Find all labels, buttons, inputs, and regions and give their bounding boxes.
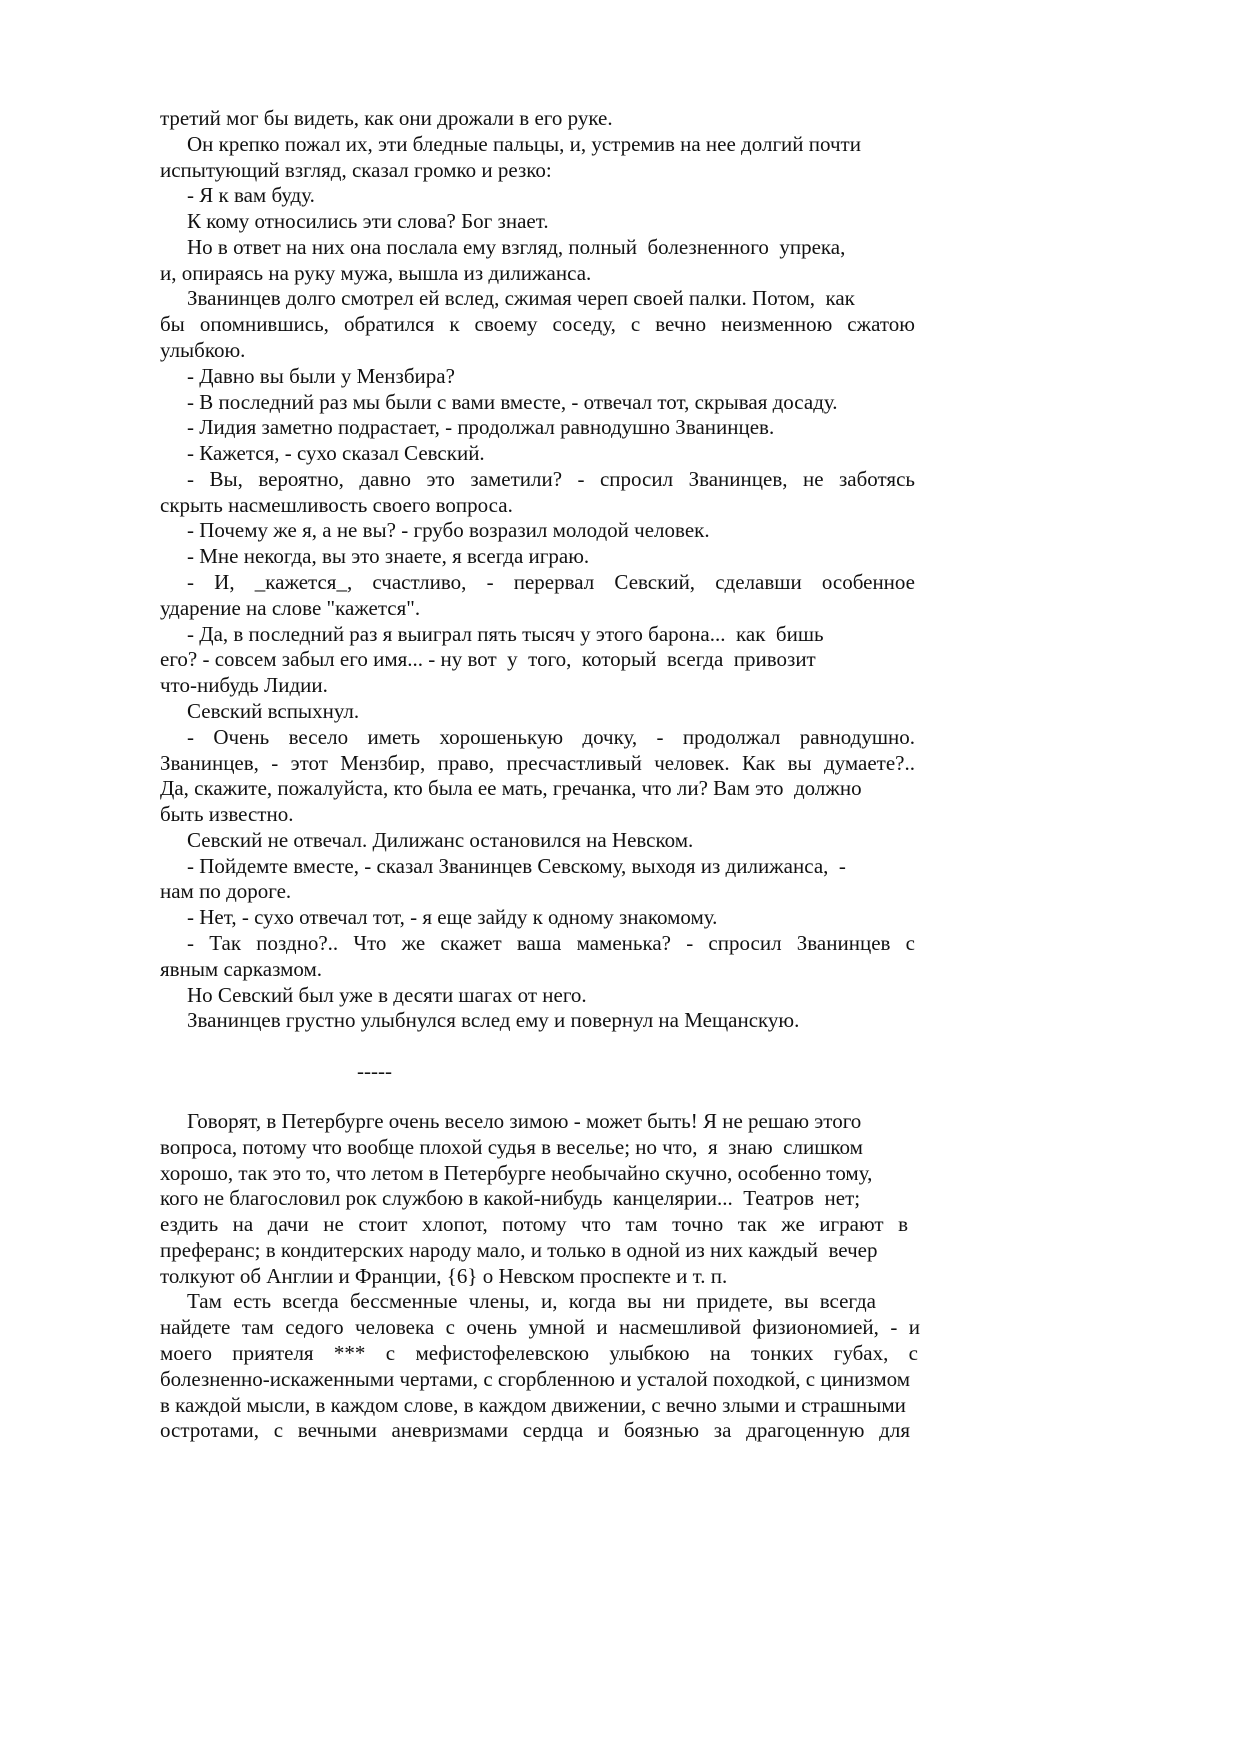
section-separator: -----	[357, 1059, 392, 1083]
text-line: найдете там седого человека с очень умной и насмешливой физиономией, - и	[160, 1315, 920, 1340]
text-line: моего приятеля *** с мефистофелевскою улыбкою на тонких губах, с	[160, 1341, 918, 1366]
text-line: - Кажется, - сухо сказал Севский.	[187, 441, 485, 466]
text-line: Да, скажите, пожалуйста, кто была ее мать, гречанка, что ли? Вам это должно	[160, 776, 862, 801]
text-line: - И, _кажется_, счастливо, - перервал Севский, сделавши особенное	[187, 570, 915, 595]
text-line: Он крепко пожал их, эти бледные пальцы, и, устремив на нее долгий почти	[187, 131, 861, 156]
text-line: улыбкою.	[160, 338, 246, 363]
text-line: его? - совсем забыл его имя... - ну вот у того, который всегда привозит	[160, 647, 816, 672]
text-line: вопроса, потому что вообще плохой судья в веселье; но что, я знаю слишком	[160, 1134, 863, 1159]
text-line: бы опомнившись, обратился к своему соседу, с вечно неизменною сжатою	[160, 312, 915, 337]
text-line: в каждой мысли, в каждом слове, в каждом движении, с вечно злыми и страшными	[160, 1392, 906, 1417]
text-line: кого не благословил рок службою в какой-нибудь канцелярии... Театров нет;	[160, 1186, 861, 1211]
text-line: хорошо, так это то, что летом в Петербурге необычайно скучно, особенно тому,	[160, 1160, 873, 1185]
text-line: Но в ответ на них она послала ему взгляд, полный болезненного упрека,	[187, 234, 846, 259]
text-line: К кому относились эти слова? Бог знает.	[187, 209, 549, 234]
text-line: - Да, в последний раз я выиграл пять тысяч у этого барона... как бишь	[187, 621, 824, 646]
text-line: - Пойдемте вместе, - сказал Званинцев Севскому, выходя из дилижанса, -	[187, 853, 846, 878]
text-line: третий мог бы видеть, как они дрожали в его руке.	[160, 106, 613, 130]
text-line: толкуют об Англии и Франции, {6} о Невском проспекте и т. п.	[160, 1263, 728, 1288]
text-line: преферанс; в кондитерских народу мало, и только в одной из них каждый вечер	[160, 1237, 878, 1262]
text-line: явным сарказмом.	[160, 956, 322, 981]
text-line: - Вы, вероятно, давно это заметили? - спросил Званинцев, не заботясь	[187, 466, 915, 491]
text-line: и, опираясь на руку мужа, вышла из дилижанса.	[160, 260, 592, 285]
text-line: Но Севский был уже в десяти шагах от него.	[187, 982, 587, 1007]
text-line: нам по дороге.	[160, 879, 292, 904]
text-line: скрыть насмешливость своего вопроса.	[160, 492, 513, 517]
text-line: Говорят, в Петербурге очень весело зимою - может быть! Я не решаю этого	[187, 1109, 862, 1133]
text-line: испытующий взгляд, сказал громко и резко:	[160, 157, 552, 182]
text-line: Севский вспыхнул.	[187, 698, 360, 723]
text-line: остротами, с вечными аневризмами сердца и боязнью за драгоценную для	[160, 1418, 910, 1443]
text-line: ударение на слове "кажется".	[160, 595, 421, 620]
text-line: Званинцев грустно улыбнулся вслед ему и повернул на Мещанскую.	[187, 1008, 800, 1033]
text-line: болезненно-искаженными чертами, с сгорбленною и усталой походкой, с цинизмом	[160, 1366, 911, 1391]
text-line: - В последний раз мы были с вами вместе, - отвечал тот, скрывая досаду.	[187, 389, 838, 414]
text-line: ездить на дачи не стоит хлопот, потому что там точно так же играют в	[160, 1212, 908, 1237]
text-line: - Давно вы были у Мензбира?	[187, 363, 455, 388]
text-line: что-нибудь Лидии.	[160, 673, 328, 698]
text-line: Севский не отвечал. Дилижанс остановился на Невском.	[187, 827, 694, 852]
text-line: Званинцев, - этот Мензбир, право, пресчастливый человек. Как вы думаете?..	[160, 750, 915, 775]
text-line: - Почему же я, а не вы? - грубо возразил молодой человек.	[187, 518, 710, 543]
text-line: Там есть всегда бессменные члены, и, когда вы ни придете, вы всегда	[187, 1289, 876, 1314]
text-line: - Нет, - сухо отвечал тот, - я еще зайду к одному знакомому.	[187, 905, 718, 930]
text-line: - Я к вам буду.	[187, 183, 315, 208]
text-line: - Мне некогда, вы это знаете, я всегда играю.	[187, 544, 590, 569]
text-line: - Очень весело иметь хорошенькую дочку, - продолжал равнодушно.	[187, 724, 915, 749]
text-line: Званинцев долго смотрел ей вслед, сжимая череп своей палки. Потом, как	[187, 286, 855, 311]
text-line: - Лидия заметно подрастает, - продолжал равнодушно Званинцев.	[187, 415, 775, 440]
text-line: быть известно.	[160, 802, 294, 827]
text-line: - Так поздно?.. Что же скажет ваша маменька? - спросил Званинцев с	[187, 930, 915, 955]
